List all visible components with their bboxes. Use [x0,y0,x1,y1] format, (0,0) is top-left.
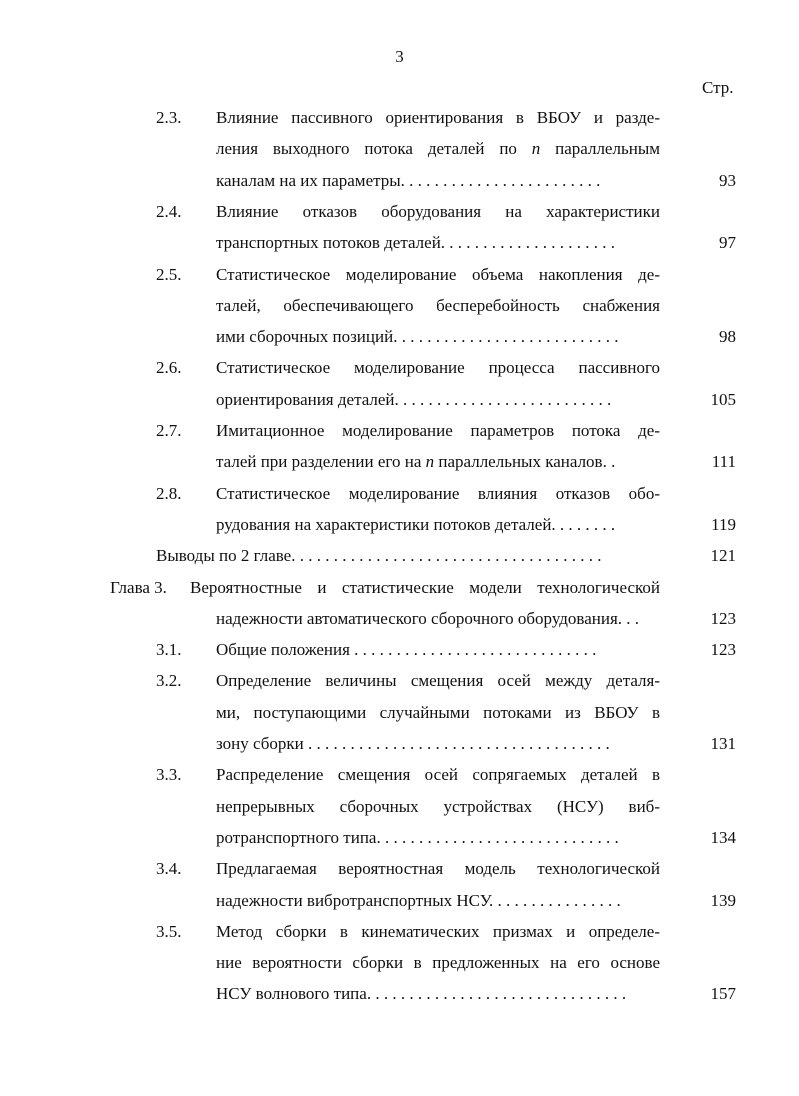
toc-entry-text: зону сборки . . . . . . . . . . . . . . . . . . . . . . . . . . . . . . . . . . . . [216,734,610,753]
toc-page-number: 97 [719,233,736,253]
toc-section-number: 3.1. [156,640,182,660]
toc-entry-text: Статистическое моделирование процесса пассивного [216,358,660,378]
toc-section-number: 2.4. [156,201,182,221]
toc-section-number: 2.6. [156,358,182,378]
toc-entry-text: талей, обеспечивающего бесперебойность снабжения [216,295,660,315]
toc-entry-text: Влияние отказов оборудования на характеристики [216,201,660,221]
toc-page-number: 131 [710,734,736,753]
toc-entry-text: непрерывных сборочных устройствах (НСУ) виб- [216,796,660,816]
toc-section-number: 2.7. [156,421,182,440]
page-number: 3 [395,47,404,66]
toc-entry-text: ориентирования деталей. . . . . . . . . . . . . . . . . . . . . . . . . . [216,389,612,409]
toc-section-number: 3.2. [156,671,182,691]
toc-entry-text: Вероятностные и статистические модели технологической [190,577,660,597]
toc-section-number: 3.5. [156,921,182,941]
toc-section-number: 3.4. [156,859,182,879]
toc-entry-text: рудования на характеристики потоков деталей. . . . . . . . [216,514,616,534]
toc-entry-text: ими сборочных позиций. . . . . . . . . . . . . . . . . . . . . . . . . . . [216,327,619,347]
toc-entry-text: транспортных потоков деталей. . . . . . . . . . . . . . . . . . . . . [216,233,616,253]
toc-page-number: 119 [711,514,736,534]
toc-entry-text: Метод сборки в кинематических призмах и определе- [216,921,660,941]
toc-section-number: 3.3. [156,765,182,785]
toc-entry-text: ми, поступающими случайными потоками из ВБОУ в [216,702,660,722]
toc-page-number: 121 [710,546,736,566]
toc-entry-text: ние вероятности сборки в предложенных на его основе [216,953,660,973]
toc-page-number: 93 [719,170,736,190]
toc-entry-text: Определение величины смещения осей между деталя- [216,671,660,691]
toc-entry-text: ления выходного потока деталей по n параллельным [216,139,660,159]
page-column-header: Стр. [702,78,734,97]
toc-page-number: 157 [710,984,736,1004]
toc-page-number: 123 [710,608,736,628]
toc-entry-text: Статистическое моделирование объема накопления де- [216,264,660,284]
toc-entry-text: Общие положения . . . . . . . . . . . . . . . . . . . . . . . . . . . . . [216,640,597,660]
toc-entry-text: талей при разделении его на n параллельных каналов. . [216,452,616,472]
toc-page-number: 105 [710,389,736,409]
toc-page-number: 111 [711,452,736,472]
toc-entry-text: надежности вибротранспортных НСУ. . . . . . . . . . . . . . . . [216,890,621,910]
toc-entry-text: Влияние пассивного ориентирования в ВБОУ и разде- [216,108,660,127]
toc-section-number: 2.8. [156,483,182,503]
toc-page-number: 98 [719,327,736,347]
toc-entry-text: НСУ волнового типа. . . . . . . . . . . . . . . . . . . . . . . . . . . . . . . [216,984,627,1004]
toc-entry-text: Имитационное моделирование параметров потока де- [216,421,660,440]
toc-entry-text: Предлагаемая вероятностная модель технологической [216,859,660,879]
toc-page-number: 139 [710,890,736,910]
toc-entry-text: Статистическое моделирование влияния отказов обо- [216,483,660,503]
toc-page-number: 123 [710,640,736,660]
toc-entry-text: Распределение смещения осей сопрягаемых деталей в [216,765,660,785]
toc-section-number: 2.5. [156,264,182,284]
toc-entry-text: ротранспортного типа. . . . . . . . . . . . . . . . . . . . . . . . . . . . . [216,827,619,847]
toc-entry-text: надежности автоматического сборочного оборудования. . . [216,608,640,628]
toc-chapter-label: Глава 3. [110,577,167,597]
toc-entry-text: каналам на их параметры. . . . . . . . . . . . . . . . . . . . . . . . [216,170,601,190]
toc-section-number: 2.3. [156,108,182,127]
toc-page-number: 134 [710,827,736,847]
toc-summary-text: Выводы по 2 главе. . . . . . . . . . . . . . . . . . . . . . . . . . . . . . . . . . . . . [156,546,602,566]
